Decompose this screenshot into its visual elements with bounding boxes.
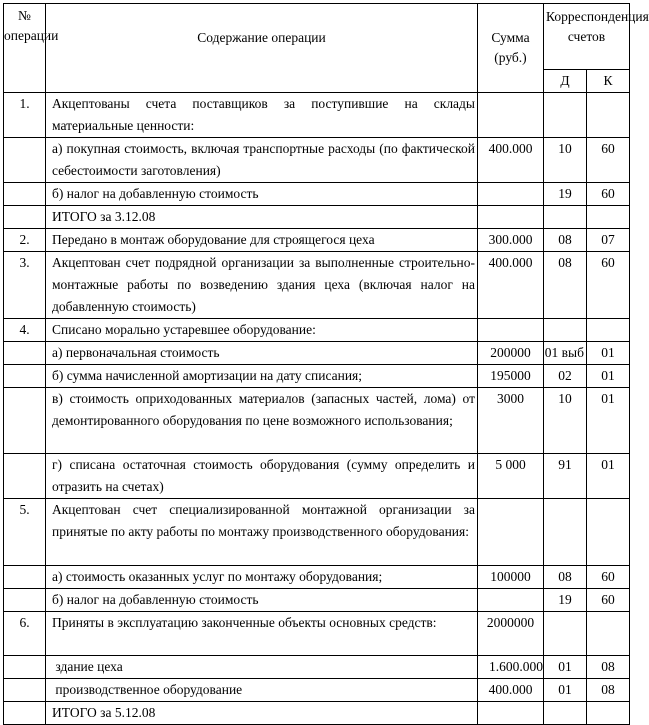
op-credit: 01 [587,342,630,365]
op-number [4,342,46,365]
header-sum: Сумма (руб.) [478,4,544,93]
op-number: 4. [4,319,46,342]
op-debit: 08 [544,252,587,319]
op-number: 3. [4,252,46,319]
op-sum: 3000 [478,388,544,454]
header-debit: Д [544,70,587,93]
op-credit: 08 [587,656,630,679]
header-credit: К [587,70,630,93]
op-description: а) первоначальная стоимость [46,342,478,365]
table-row [4,93,630,138]
op-sum: 1.600.000 [478,656,544,679]
table-row [4,454,630,499]
table-row [4,252,630,319]
op-number [4,388,46,454]
table-row [4,679,630,702]
op-debit: 01 [544,679,587,702]
op-credit: 60 [587,183,630,206]
op-debit [544,206,587,229]
op-number [4,589,46,612]
header-content: Содержание операции [46,4,478,93]
op-description: б) налог на добавленную стоимость [46,589,478,612]
op-credit: 01 [587,388,630,454]
table-row [4,206,630,229]
table-row [4,589,630,612]
op-number [4,206,46,229]
op-number [4,702,46,725]
table-row [4,702,630,725]
op-debit: 19 [544,589,587,612]
op-description: Акцептованы счета поставщиков за поступившие на склады материальные ценности: [46,93,478,138]
op-description: б) налог на добавленную стоимость [46,183,478,206]
op-number [4,679,46,702]
op-number: 1. [4,93,46,138]
op-credit [587,612,630,656]
op-description: Акцептован счет подрядной организации за выполненные строительно-монтажные работы по возведению здания цеха (включая налог на добавленную стоимость) [46,252,478,319]
op-description: здание цеха [46,656,478,679]
op-number [4,138,46,183]
op-debit: 01 выб [544,342,587,365]
op-sum: 300.000 [478,229,544,252]
op-number [4,365,46,388]
table-row [4,612,630,656]
op-number: 6. [4,612,46,656]
op-sum [478,499,544,566]
op-number [4,183,46,206]
operations-table [3,3,649,725]
op-sum [478,183,544,206]
op-credit [587,319,630,342]
table-row [4,229,630,252]
op-debit [544,702,587,725]
op-description: Передано в монтаж оборудование для строящегося цеха [46,229,478,252]
op-credit: 01 [587,454,630,499]
op-description: ИТОГО за 3.12.08 [46,206,478,229]
op-sum: 400.000 [478,138,544,183]
op-debit: 08 [544,566,587,589]
op-description: а) покупная стоимость, включая транспортные расходы (по фактической себестоимости заготовления) [46,138,478,183]
op-description: Приняты в эксплуатацию законченные объекты основных средств: [46,612,478,656]
op-credit: 01 [587,365,630,388]
op-description: производственное оборудование [46,679,478,702]
op-credit: 60 [587,138,630,183]
table-row [4,388,630,454]
op-number: 2. [4,229,46,252]
op-description: ИТОГО за 5.12.08 [46,702,478,725]
table-row [4,183,630,206]
op-description: в) стоимость оприходованных материалов (запасных частей, лома) от демонтированного оборудования по цене возможного использования; [46,388,478,454]
op-sum [478,206,544,229]
header-num: № операции [4,4,46,93]
op-debit: 10 [544,138,587,183]
op-debit: 01 [544,656,587,679]
op-credit [587,702,630,725]
op-debit [544,499,587,566]
op-description: г) списана остаточная стоимость оборудования (сумму определить и отразить на счетах) [46,454,478,499]
op-number: 5. [4,499,46,566]
op-sum: 400.000 [478,679,544,702]
op-number [4,656,46,679]
op-number [4,566,46,589]
op-debit [544,93,587,138]
op-credit [587,93,630,138]
op-debit [544,319,587,342]
op-sum: 200000 [478,342,544,365]
op-number [4,454,46,499]
op-sum: 195000 [478,365,544,388]
op-credit: 60 [587,566,630,589]
op-description: а) стоимость оказанных услуг по монтажу оборудования; [46,566,478,589]
table-row [4,566,630,589]
op-credit [587,499,630,566]
op-sum [478,319,544,342]
table-row [4,656,630,679]
op-debit: 02 [544,365,587,388]
table-row [4,365,630,388]
op-sum [478,702,544,725]
op-debit [544,612,587,656]
table-row [4,499,630,566]
header-row [4,4,630,70]
table-row [4,138,630,183]
op-sum: 400.000 [478,252,544,319]
op-description: Списано морально устаревшее оборудование: [46,319,478,342]
op-sum [478,93,544,138]
op-debit: 08 [544,229,587,252]
op-credit: 60 [587,252,630,319]
op-sum [478,589,544,612]
table-row [4,342,630,365]
op-debit: 10 [544,388,587,454]
op-credit: 60 [587,589,630,612]
op-credit [587,206,630,229]
op-credit: 07 [587,229,630,252]
table-row [4,319,630,342]
op-description: б) сумма начисленной амортизации на дату списания; [46,365,478,388]
header-corr: Корреспонденция счетов [544,4,630,70]
op-description: Акцептован счет специализированной монтажной организации за принятые по акту работы по монтажу производственного оборудования: [46,499,478,566]
op-sum: 100000 [478,566,544,589]
op-sum: 5 000 [478,454,544,499]
op-credit: 08 [587,679,630,702]
op-debit: 91 [544,454,587,499]
op-debit: 19 [544,183,587,206]
op-sum: 2000000 [478,612,544,656]
